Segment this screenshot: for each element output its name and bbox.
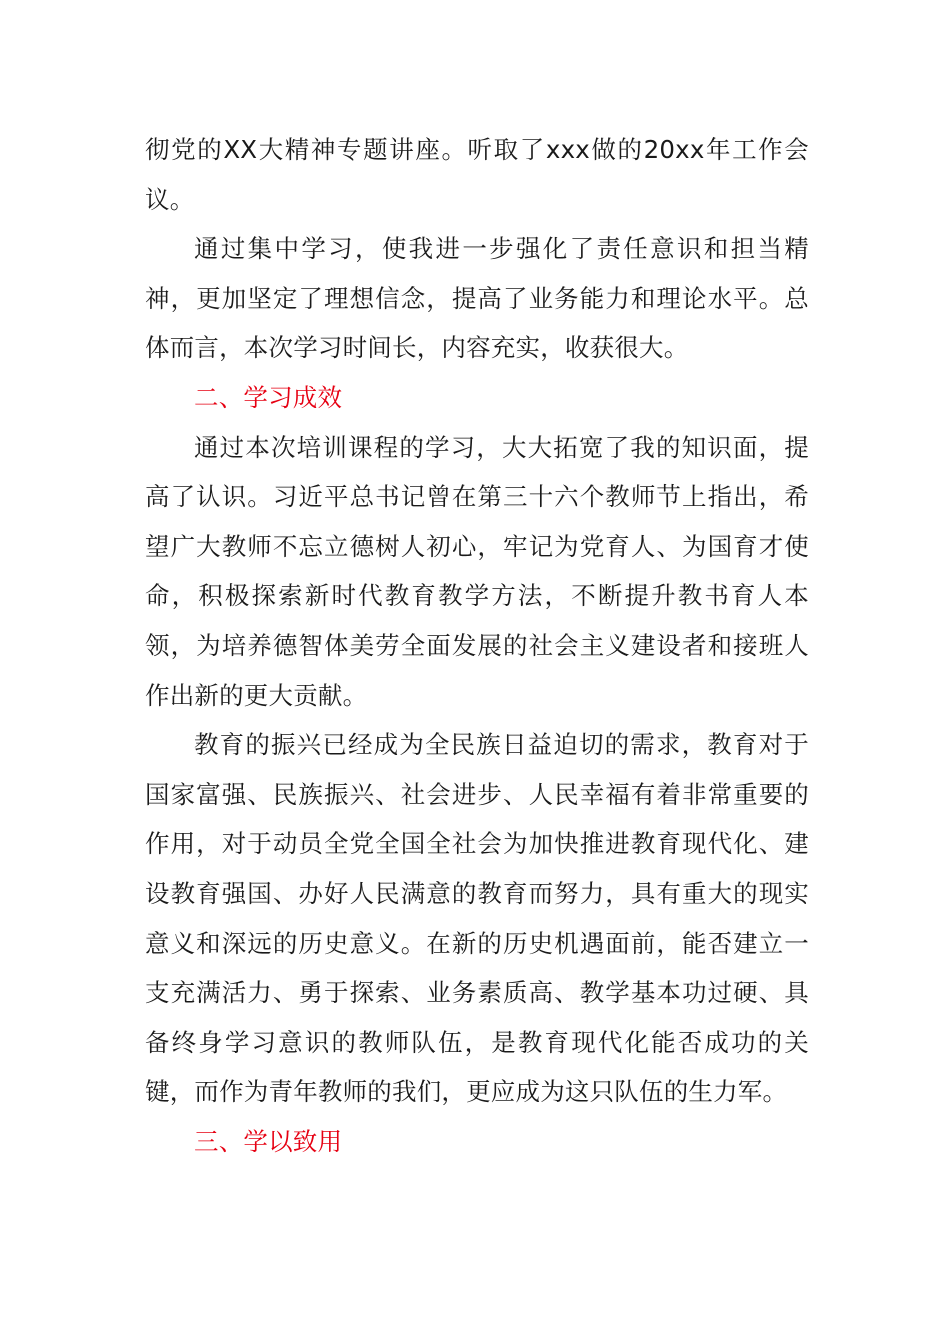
section-heading-learning-results: 二、学习成效 xyxy=(194,382,343,412)
paragraph-study-summary: 通过集中学习，使我进一步强化了责任意识和担当精神，更加坚定了理想信念，提高了业务能力和理论水平。总体而言，本次学习时间长，内容充实，收获很大。 xyxy=(145,234,809,363)
paragraph-training-gains: 通过本次培训课程的学习，大大拓宽了我的知识面，提高了认识。习近平总书记曾在第三十六个教师节上指出，希望广大教师不忘立德树人初心，牢记为党育人、为国育才使命，积极探索新时代教育教学方法，不断提升教书育人本领，为培养德智体美劳全面发展的社会主义建设者和接班人作出新的更大贡献。 xyxy=(145,432,809,710)
paragraph-continuation: 彻党的XX大精神专题讲座。听取了xxx做的20xx年工作会议。 xyxy=(145,135,809,214)
paragraph-education-revitalization: 教育的振兴已经成为全民族日益迫切的需求，教育对于国家富强、民族振兴、社会进步、人民幸福有着非常重要的作用，对于动员全党全国全社会为加快推进教育现代化、建设教育强国、办好人民满意的教育而努力，具有重大的现实意义和深远的历史意义。在新的历史机遇面前，能否建立一支充满活力、勇于探索、业务素质高、教学基本功过硬、具备终身学习意识的教师队伍，是教育现代化能否成功的关键，而作为青年教师的我们，更应成为这只队伍的生力军。 xyxy=(145,730,809,1107)
document-body xyxy=(145,125,809,1166)
section-heading-apply-learning: 三、学以致用 xyxy=(194,1126,343,1156)
